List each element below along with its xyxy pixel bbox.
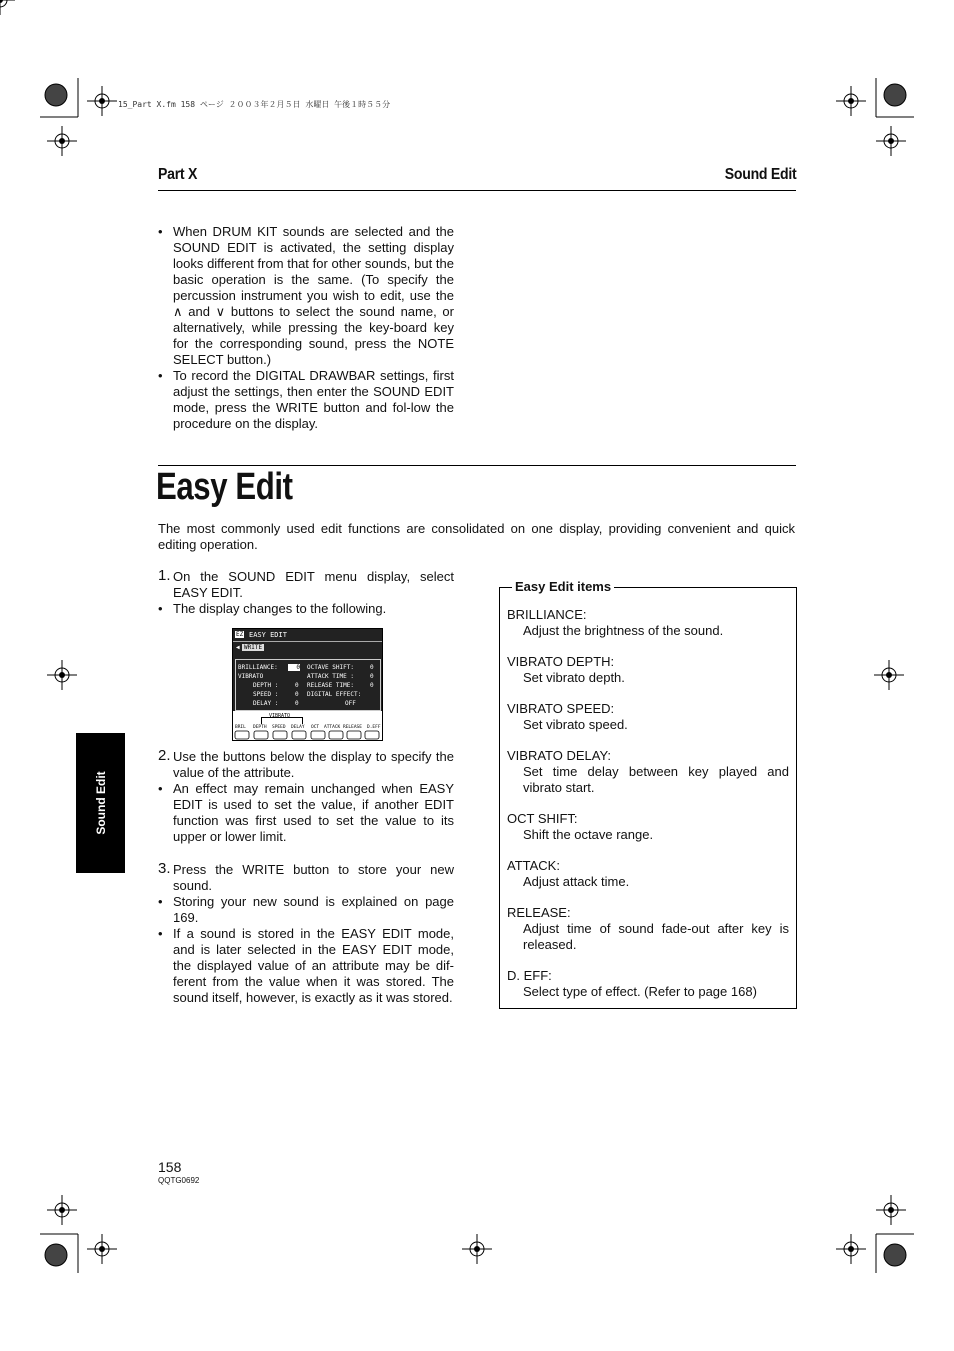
intro-text: The most commonly used edit functions are consolidated on one display, providing convenient and quick editing operation. (158, 521, 795, 552)
box-title: Easy Edit items (512, 579, 614, 594)
top-bullet-list (158, 224, 454, 432)
section-title: Easy Edit (156, 466, 293, 508)
list-item: VIBRATO SPEED: Set vibrato speed. (507, 701, 628, 732)
header-rule (158, 190, 796, 191)
lcd-softkeys (233, 730, 382, 740)
list-item: • When DRUM KIT sounds are selected and the SOUND EDIT is activated, the setting display looks different from that for other sounds, but the basic operation is the same. (To specify the percussion instrument you wish to edit, use the ∧ and ∨ buttons to select the sound name, or alternatively, while pressing the key-board key for the corresponding sound, press the NOTE SELECT button.) (158, 224, 454, 367)
list-item: BRILLIANCE: Adjust the brightness of the sound. (507, 607, 724, 638)
header-part: Part X (158, 166, 198, 183)
step-3: 3. Press the WRITE button to store your new sound. • Storing your new sound is explained on page 169. • If a sound is stored in the EASY EDIT mode, and is later selected in the EASY EDIT mode, the displayed value of an attribute may be dif-ferent from the value when it was stored. The sound itself, however, is exactly as it was stored. (158, 860, 454, 1005)
list-item: D. EFF: Select type of effect. (Refer to page 168) (507, 968, 757, 999)
doc-code: QQTG0692 (158, 1176, 200, 1185)
lcd-write-button: WRITE (244, 644, 263, 651)
print-header: 15_Part X.fm 158 ページ ２００３年２月５日 水曜日 午後１時５５分 (118, 100, 391, 109)
lcd-screen: EZ EASY EDIT ◀ WRITE BRILLIANCE: 0 VIBRATO DEPTH : 0 SPEED : 0 DELAY : 0 OCTAVE SHIFT: 0 ATTACK TIME : 0 RELEASE TIME: 0 DIGITAL EFFECT: OFF VIBRATO BRIL DEPTH SPEED DELAY OCT ATTACK RELEASE D.EFF (232, 628, 383, 741)
lcd-group-label: VIBRATO (269, 713, 291, 719)
list-item: VIBRATO DELAY: Set time delay between key played and vibrato start. (507, 748, 789, 795)
step-2: 2. Use the buttons below the display to specify the value of the attribute. • An effect may remain unchanged when EASY EDIT is used to set the value, if another EDIT function was first used to set the value to its upper or lower limit. (158, 747, 454, 844)
step-1: 1. On the SOUND EDIT menu display, select EASY EDIT. • The display changes to the following. (158, 567, 454, 616)
lcd-title: EASY EDIT (249, 631, 287, 639)
lcd-badge: EZ (236, 631, 244, 638)
header-section: Sound Edit (724, 166, 796, 183)
easy-edit-items-box (499, 579, 797, 1009)
list-item: VIBRATO DEPTH: Set vibrato depth. (507, 654, 625, 685)
list-item: OCT SHIFT: Shift the octave range. (507, 811, 654, 842)
page-number: 158 (158, 1159, 182, 1175)
list-item: • To record the DIGITAL DRAWBAR settings, first adjust the settings, then enter the SOUND EDIT mode, press the WRITE button and fol-low the procedure on the display. (158, 368, 454, 431)
list-item: RELEASE: Adjust time of sound fade-out after key is released. (507, 905, 789, 952)
list-item: ATTACK: Adjust attack time. (507, 858, 630, 889)
side-tab: Sound Edit (76, 733, 125, 873)
